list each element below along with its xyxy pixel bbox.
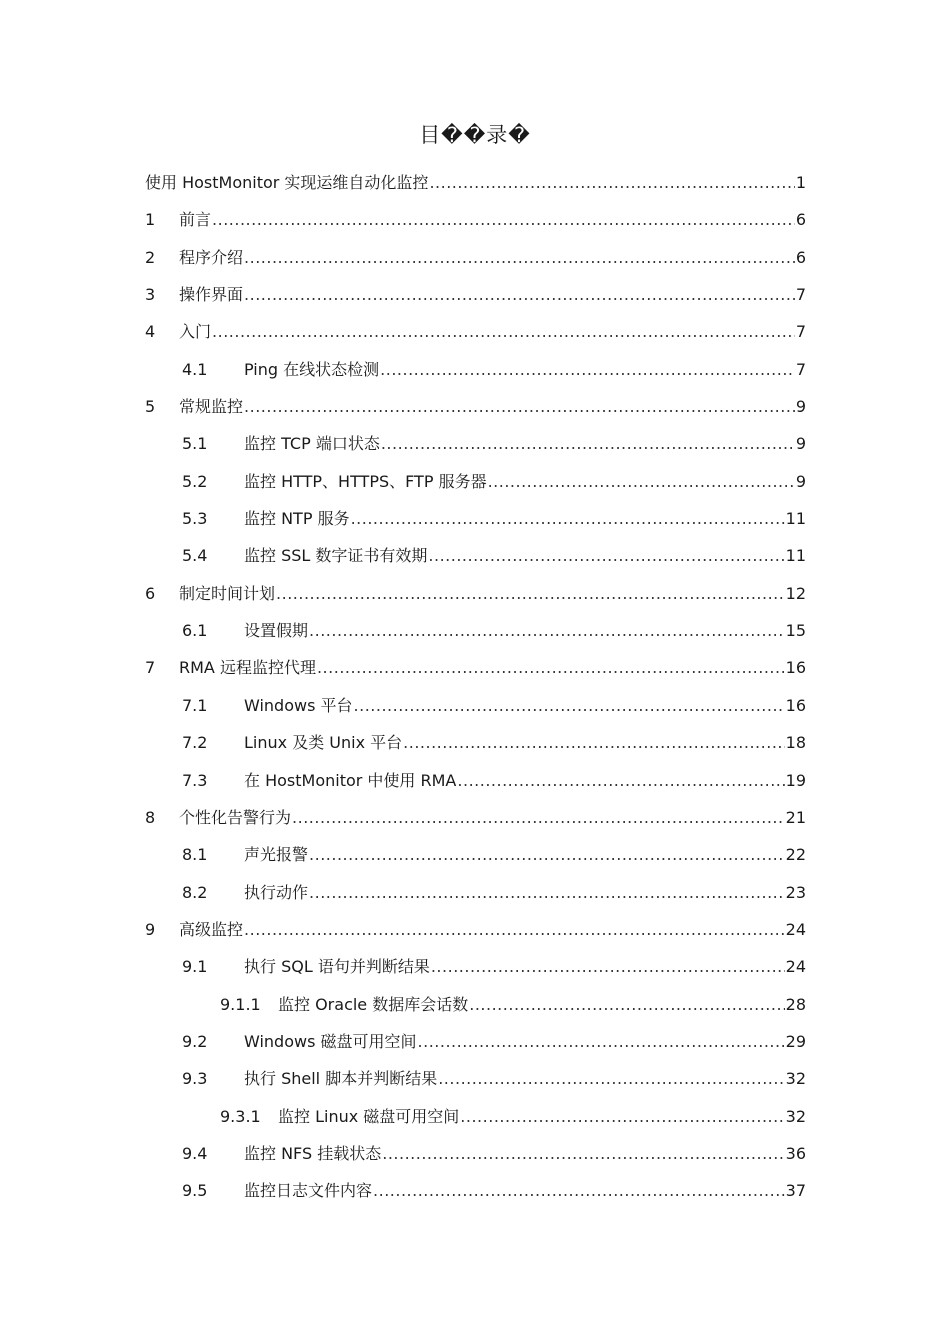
toc-entry-number: 8.2 — [182, 882, 208, 902]
toc-entry-number: 9 — [145, 919, 156, 939]
toc-entry-label: 设置假期 — [244, 621, 309, 641]
toc-entry[interactable] — [145, 948, 806, 985]
toc-entry[interactable] — [145, 1135, 806, 1172]
toc-entry-label: 监控 NTP 服务 — [244, 509, 350, 529]
toc-dot-leader — [438, 1060, 784, 1097]
toc-entry[interactable] — [145, 388, 806, 425]
toc-dot-leader — [431, 948, 785, 985]
toc-entry[interactable] — [145, 164, 806, 201]
toc-entry-label: 监控 TCP 端口状态 — [244, 434, 380, 454]
toc-entry[interactable] — [145, 724, 806, 761]
toc-entry-label: 使用 HostMonitor 实现运维自动化监控 — [145, 173, 429, 192]
toc-entry[interactable] — [145, 500, 806, 537]
toc-entry-page-number: 9 — [795, 397, 806, 417]
toc-dot-leader — [488, 463, 795, 500]
toc-entry-label: Windows 磁盘可用空间 — [244, 1031, 417, 1051]
toc-entry-number: 4 — [145, 322, 156, 342]
toc-entry-label: Linux 及类 Unix 平台 — [244, 733, 403, 753]
toc-entry-label: 监控 NFS 挂载状态 — [244, 1143, 382, 1163]
toc-dot-leader — [244, 239, 795, 276]
toc-entry[interactable] — [145, 1098, 806, 1135]
toc-entry-label: 执行动作 — [244, 882, 309, 902]
toc-dot-leader — [429, 164, 794, 201]
toc-dot-leader — [354, 687, 785, 724]
toc-entry-page-number: 21 — [785, 807, 806, 827]
toc-dot-leader — [469, 986, 784, 1023]
toc-entry[interactable] — [145, 425, 806, 462]
toc-entry-page-number: 9 — [795, 434, 806, 454]
toc-entry-page-number: 37 — [785, 1181, 806, 1201]
toc-entry-number: 5 — [145, 397, 156, 417]
toc-dot-leader — [244, 276, 795, 313]
toc-dot-leader — [317, 649, 785, 686]
toc-dot-leader — [428, 537, 784, 574]
toc-dot-leader — [403, 724, 785, 761]
toc-dot-leader — [373, 1172, 785, 1209]
toc-entry-number: 9.4 — [182, 1143, 208, 1163]
toc-entry-label: 个性化告警行为 — [179, 807, 292, 827]
toc-entry-page-number: 19 — [785, 770, 806, 790]
toc-entry[interactable] — [145, 612, 806, 649]
toc-entry[interactable] — [145, 276, 806, 313]
toc-entry[interactable] — [145, 687, 806, 724]
toc-entry-label: 常规监控 — [179, 397, 244, 417]
toc-entry-number: 1 — [145, 210, 156, 230]
toc-entry-number: 9.1.1 — [220, 994, 261, 1014]
toc-entry-number: 7 — [145, 658, 156, 678]
toc-dot-leader — [381, 425, 795, 462]
toc-entry-page-number: 36 — [785, 1143, 806, 1163]
toc-entry-page-number: 1 — [795, 173, 806, 192]
toc-dot-leader — [460, 1098, 784, 1135]
toc-entry[interactable] — [145, 351, 806, 388]
toc-entry[interactable] — [145, 575, 806, 612]
toc-entry-label: 声光报警 — [244, 845, 309, 865]
toc-entry-number: 9.3.1 — [220, 1106, 261, 1126]
toc-entry-label: 执行 Shell 脚本并判断结果 — [244, 1069, 438, 1089]
toc-entry-number: 5.4 — [182, 546, 208, 566]
toc-entry-number: 5.3 — [182, 509, 208, 529]
toc-dot-leader — [457, 762, 784, 799]
table-of-contents — [145, 164, 806, 1210]
toc-dot-leader — [292, 799, 785, 836]
toc-entry-number: 5.2 — [182, 471, 208, 491]
toc-entry-label: 入门 — [179, 322, 212, 342]
toc-entry-label: 监控日志文件内容 — [244, 1181, 373, 1201]
toc-entry[interactable] — [145, 463, 806, 500]
toc-entry[interactable] — [145, 1172, 806, 1209]
toc-entry[interactable] — [145, 986, 806, 1023]
toc-entry-number: 8.1 — [182, 845, 208, 865]
toc-entry-number: 2 — [145, 247, 156, 267]
toc-entry[interactable] — [145, 836, 806, 873]
toc-entry-label: 监控 Linux 磁盘可用空间 — [278, 1106, 460, 1126]
toc-entry-page-number: 32 — [785, 1069, 806, 1089]
toc-entry-page-number: 22 — [785, 845, 806, 865]
toc-entry-page-number: 12 — [785, 583, 806, 603]
toc-entry-label: 前言 — [179, 210, 212, 230]
toc-entry-page-number: 16 — [785, 695, 806, 715]
toc-entry-page-number: 6 — [795, 210, 806, 230]
toc-dot-leader — [212, 201, 795, 238]
toc-dot-leader — [309, 836, 785, 873]
toc-entry-label: Ping 在线状态检测 — [244, 359, 380, 379]
toc-title: 目��录� — [419, 123, 531, 147]
toc-entry-number: 8 — [145, 807, 156, 827]
toc-entry-number: 9.5 — [182, 1181, 208, 1201]
toc-entry[interactable] — [145, 313, 806, 350]
toc-dot-leader — [309, 612, 785, 649]
toc-dot-leader — [309, 874, 785, 911]
toc-entry[interactable] — [145, 239, 806, 276]
toc-entry[interactable] — [145, 537, 806, 574]
toc-entry-page-number: 23 — [785, 882, 806, 902]
toc-entry-page-number: 28 — [785, 994, 806, 1014]
toc-entry-number: 3 — [145, 285, 156, 305]
toc-entry-label: 监控 HTTP、HTTPS、FTP 服务器 — [244, 471, 487, 491]
toc-entry-number: 7.1 — [182, 695, 208, 715]
toc-entry-number: 7.3 — [182, 770, 208, 790]
toc-entry-label: 制定时间计划 — [179, 583, 276, 603]
toc-dot-leader — [351, 500, 785, 537]
toc-dot-leader — [244, 911, 785, 948]
toc-entry-page-number: 6 — [795, 247, 806, 267]
toc-dot-leader — [212, 313, 795, 350]
toc-entry[interactable] — [145, 1023, 806, 1060]
toc-entry[interactable] — [145, 799, 806, 836]
toc-entry-page-number: 15 — [785, 621, 806, 641]
toc-dot-leader — [276, 575, 785, 612]
toc-entry[interactable] — [145, 874, 806, 911]
toc-entry-number: 9.1 — [182, 957, 208, 977]
toc-entry-label: 监控 Oracle 数据库会话数 — [278, 994, 469, 1014]
toc-dot-leader — [382, 1135, 784, 1172]
toc-entry-label: 操作界面 — [179, 285, 244, 305]
toc-entry-label: Windows 平台 — [244, 695, 353, 715]
toc-dot-leader — [244, 388, 795, 425]
toc-entry-number: 4.1 — [182, 359, 208, 379]
toc-entry-page-number: 24 — [785, 957, 806, 977]
toc-dot-leader — [380, 351, 795, 388]
toc-entry-page-number: 32 — [785, 1106, 806, 1126]
toc-entry-page-number: 9 — [795, 471, 806, 491]
toc-entry-label: RMA 远程监控代理 — [179, 658, 316, 678]
toc-entry-page-number: 18 — [785, 733, 806, 753]
toc-entry[interactable] — [145, 911, 806, 948]
toc-entry-label: 监控 SSL 数字证书有效期 — [244, 546, 428, 566]
toc-entry-number: 5.1 — [182, 434, 208, 454]
toc-entry-number: 6 — [145, 583, 156, 603]
toc-dot-leader — [418, 1023, 785, 1060]
toc-entry-page-number: 11 — [785, 546, 806, 566]
toc-entry-page-number: 11 — [785, 509, 806, 529]
toc-entry-page-number: 16 — [785, 658, 806, 678]
toc-entry-number: 9.2 — [182, 1031, 208, 1051]
toc-entry-number: 9.3 — [182, 1069, 208, 1089]
toc-entry-label: 执行 SQL 语句并判断结果 — [244, 957, 430, 977]
toc-entry-label: 程序介绍 — [179, 247, 244, 267]
toc-entry-page-number: 7 — [795, 359, 806, 379]
toc-entry[interactable] — [145, 649, 806, 686]
toc-entry-label: 在 HostMonitor 中使用 RMA — [244, 770, 457, 790]
toc-entry-label: 高级监控 — [179, 919, 244, 939]
toc-entry[interactable] — [145, 762, 806, 799]
toc-entry-page-number: 24 — [785, 919, 806, 939]
toc-entry-number: 6.1 — [182, 621, 208, 641]
toc-entry-page-number: 7 — [795, 322, 806, 342]
toc-entry-page-number: 7 — [795, 285, 806, 305]
toc-entry[interactable] — [145, 1060, 806, 1097]
toc-entry-number: 7.2 — [182, 733, 208, 753]
toc-entry-page-number: 29 — [785, 1031, 806, 1051]
toc-entry[interactable] — [145, 201, 806, 238]
